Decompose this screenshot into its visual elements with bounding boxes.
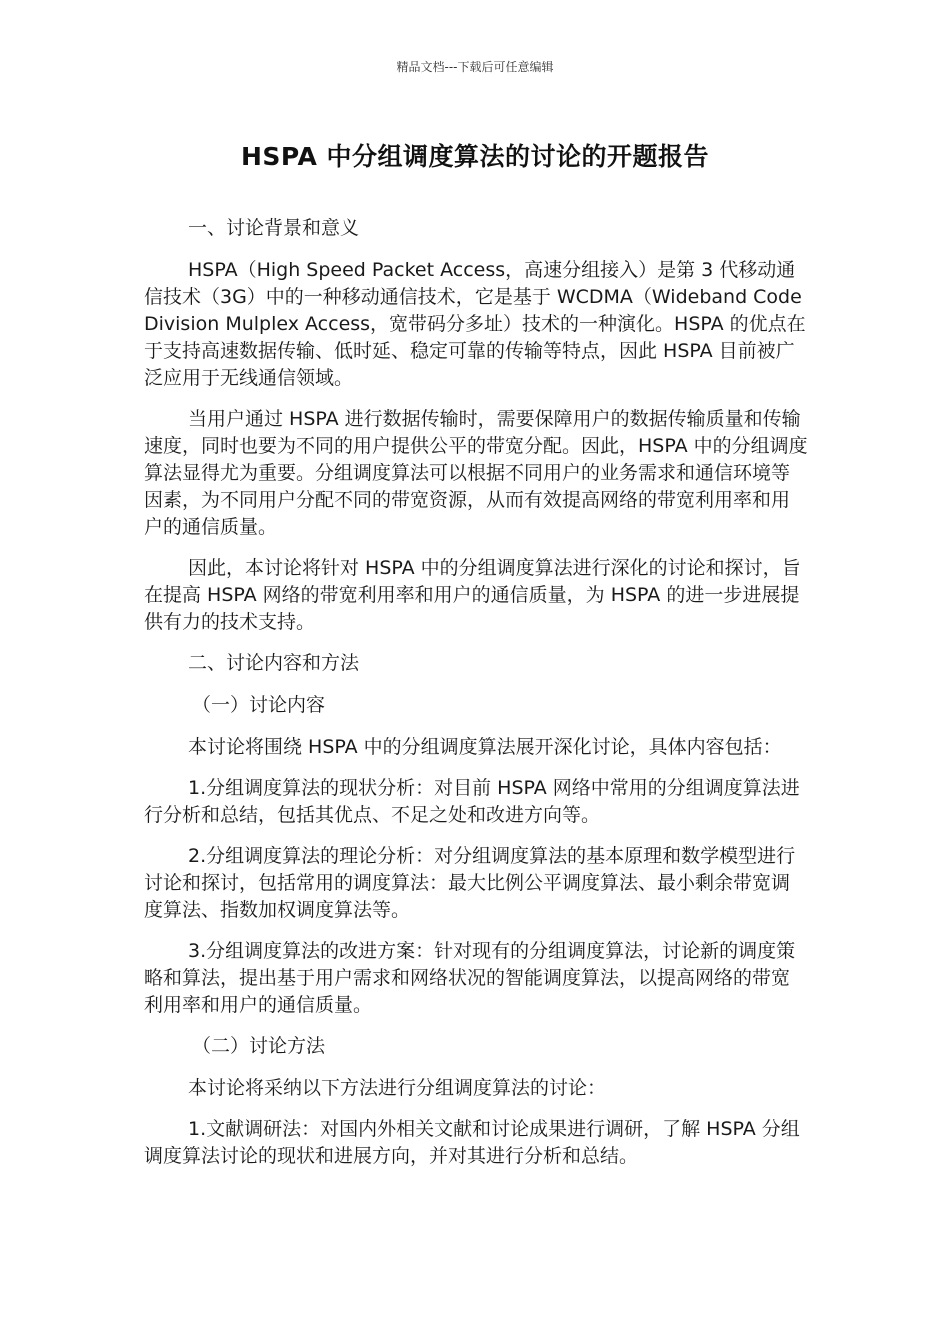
section-1-paragraph-2: 当用户通过 HSPA 进行数据传输时，需要保障用户的数据传输质量和传输速度，同时也要为不同的用户提供公平的带宽分配。因此，HSPA 中的分组调度算法显得尤为重要。分组调度算法可以根据不同用户的业务需求和通信环境等因素，为不同用户分配不同的带宽资源，从而有效提高网络的带宽利用率和用户的通信质量。 [144,408,808,538]
section-2-subheading-content: （一）讨论内容 [192,694,326,716]
section-2-method-item-1: 1.文献调研法：对国内外相关文献和讨论成果进行调研，了解 HSPA 分组调度算法讨论的现状和进展方向，并对其进行分析和总结。 [144,1118,800,1167]
section-2-heading: 二、讨论内容和方法 [188,652,360,674]
document-body [144,215,808,1184]
section-1-heading: 一、讨论背景和意义 [188,217,360,239]
section-1-paragraph-3: 因此，本讨论将针对 HSPA 中的分组调度算法进行深化的讨论和探讨，旨在提高 HSPA 网络的带宽利用率和用户的通信质量，为 HSPA 的进一步进展提供有力的技术支持。 [144,557,801,633]
section-2-content-item-3: 3.分组调度算法的改进方案：针对现有的分组调度算法，讨论新的调度策略和算法，提出基于用户需求和网络状况的智能调度算法，以提高网络的带宽利用率和用户的通信质量。 [144,940,796,1016]
section-2-content-intro: 本讨论将围绕 HSPA 中的分组调度算法展开深化讨论，具体内容包括： [188,736,782,758]
section-1-paragraph-1: HSPA（High Speed Packet Access，高速分组接入）是第 3 代移动通信技术（3G）中的一种移动通信技术，它是基于 WCDMA（Wideband Code Division Mulplex Access，宽带码分多址）技术的一种演化。HSPA 的优点在于支持高速数据传输、低时延、稳定可靠的传输等特点，因此 HSPA 目前被广泛应用于无线通信领域。 [144,259,806,389]
section-2-content-item-1: 1.分组调度算法的现状分析：对目前 HSPA 网络中常用的分组调度算法进行分析和总结，包括其优点、不足之处和改进方向等。 [144,777,800,826]
section-2-content-item-2: 2.分组调度算法的理论分析：对分组调度算法的基本原理和数学模型进行讨论和探讨，包括常用的调度算法：最大比例公平调度算法、最小剩余带宽调度算法、指数加权调度算法等。 [144,845,796,921]
document-title: HSPA 中分组调度算法的讨论的开题报告 [240,142,709,171]
section-2-subheading-method: （二）讨论方法 [192,1035,326,1057]
section-2-method-intro: 本讨论将采纳以下方法进行分组调度算法的讨论： [188,1077,607,1099]
page-header-watermark: 精品文档---下载后可任意编辑 [396,60,554,74]
